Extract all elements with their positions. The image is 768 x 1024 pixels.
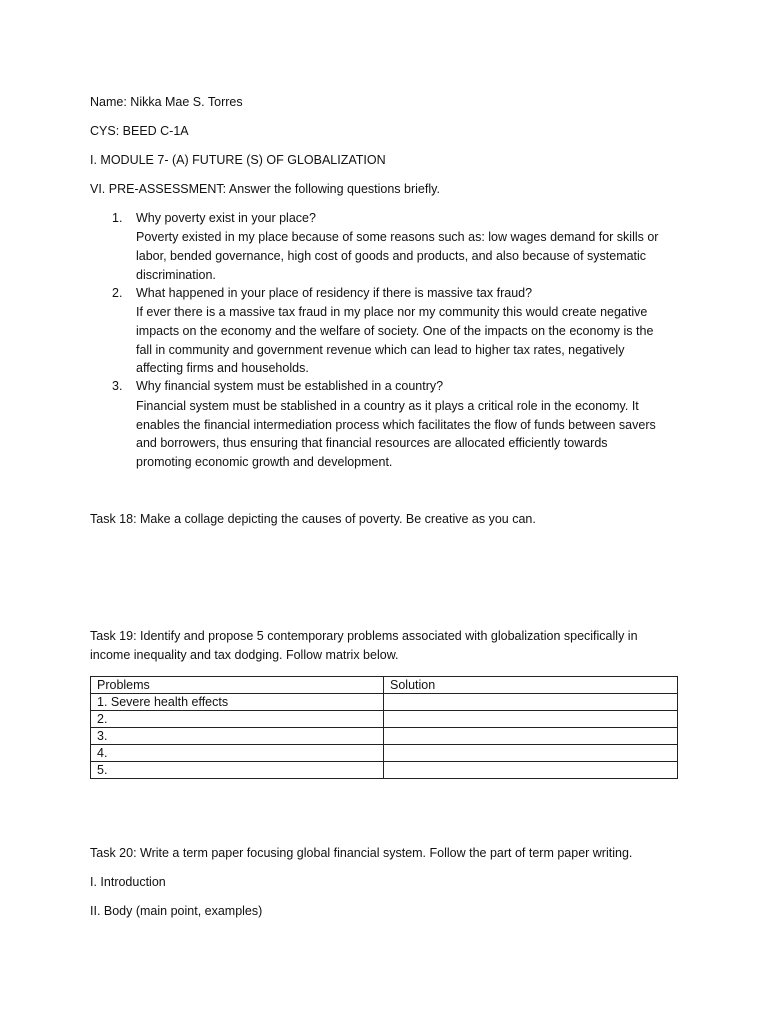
table-row — [91, 728, 678, 745]
pre-assessment-heading: VI. PRE-ASSESSMENT: Answer the following questions briefly. — [90, 182, 440, 196]
answer-line: labor, bended governance, high cost of goods and products, and also because of systematic — [136, 249, 647, 263]
table-header-row — [91, 677, 678, 694]
task-19-line-1: Task 19: Identify and propose 5 contemporary problems associated with globalization specifically in — [90, 629, 638, 643]
answer-line: Poverty existed in my place because of some reasons such as: low wages demand for skills or — [136, 230, 659, 244]
header-solution: Solution — [384, 677, 678, 694]
section-body: II. Body (main point, examples) — [90, 904, 263, 918]
table-row — [91, 745, 678, 762]
problem-cell: 5. — [91, 762, 384, 779]
table-row — [91, 762, 678, 779]
problem-cell: 4. — [91, 745, 384, 762]
problem-cell: 2. — [91, 711, 384, 728]
table-row — [91, 694, 678, 711]
answer-line: impacts on the economy and the welfare of society. One of the impacts on the economy is the — [136, 324, 654, 338]
student-name: Name: Nikka Mae S. Torres — [90, 95, 243, 109]
problems-solution-matrix — [90, 676, 678, 779]
question-number: 1. — [112, 211, 123, 225]
task-20: Task 20: Write a term paper focusing global financial system. Follow the part of term paper writing. — [90, 846, 633, 860]
question-text: What happened in your place of residency if there is massive tax fraud? — [136, 286, 533, 300]
answer-line: and borrowers, thus ensuring that financial resources are allocated efficiently towards — [136, 436, 608, 450]
answer-line: promoting economic growth and development. — [136, 455, 393, 469]
section-introduction: I. Introduction — [90, 875, 166, 889]
solution-cell — [384, 694, 678, 711]
course-year-section: CYS: BEED C-1A — [90, 124, 189, 138]
solution-cell — [384, 745, 678, 762]
table-row — [91, 711, 678, 728]
question-number: 2. — [112, 286, 123, 300]
solution-cell — [384, 711, 678, 728]
answer-line: discrimination. — [136, 268, 216, 282]
answer-line: affecting firms and households. — [136, 361, 309, 375]
solution-cell — [384, 728, 678, 745]
solution-cell — [384, 762, 678, 779]
problem-cell: 3. — [91, 728, 384, 745]
header-problems: Problems — [91, 677, 384, 694]
question-text: Why poverty exist in your place? — [136, 211, 316, 225]
answer-line: If ever there is a massive tax fraud in my place nor my community this would create negative — [136, 305, 648, 319]
answer-line: Financial system must be stablished in a country as it plays a critical role in the economy. It — [136, 399, 639, 413]
question-number: 3. — [112, 379, 123, 393]
answer-line: enables the financial intermediation process which facilitates the flow of funds between savers — [136, 418, 656, 432]
task-19-line-2: income inequality and tax dodging. Follow matrix below. — [90, 648, 399, 662]
problem-cell: 1. Severe health effects — [91, 694, 384, 711]
module-title: I. MODULE 7- (A) FUTURE (S) OF GLOBALIZATION — [90, 153, 386, 167]
task-18: Task 18: Make a collage depicting the causes of poverty. Be creative as you can. — [90, 512, 536, 526]
answer-line: fall in community and government revenue which can lead to higher tax rates, negatively — [136, 343, 625, 357]
question-text: Why financial system must be established in a country? — [136, 379, 444, 393]
